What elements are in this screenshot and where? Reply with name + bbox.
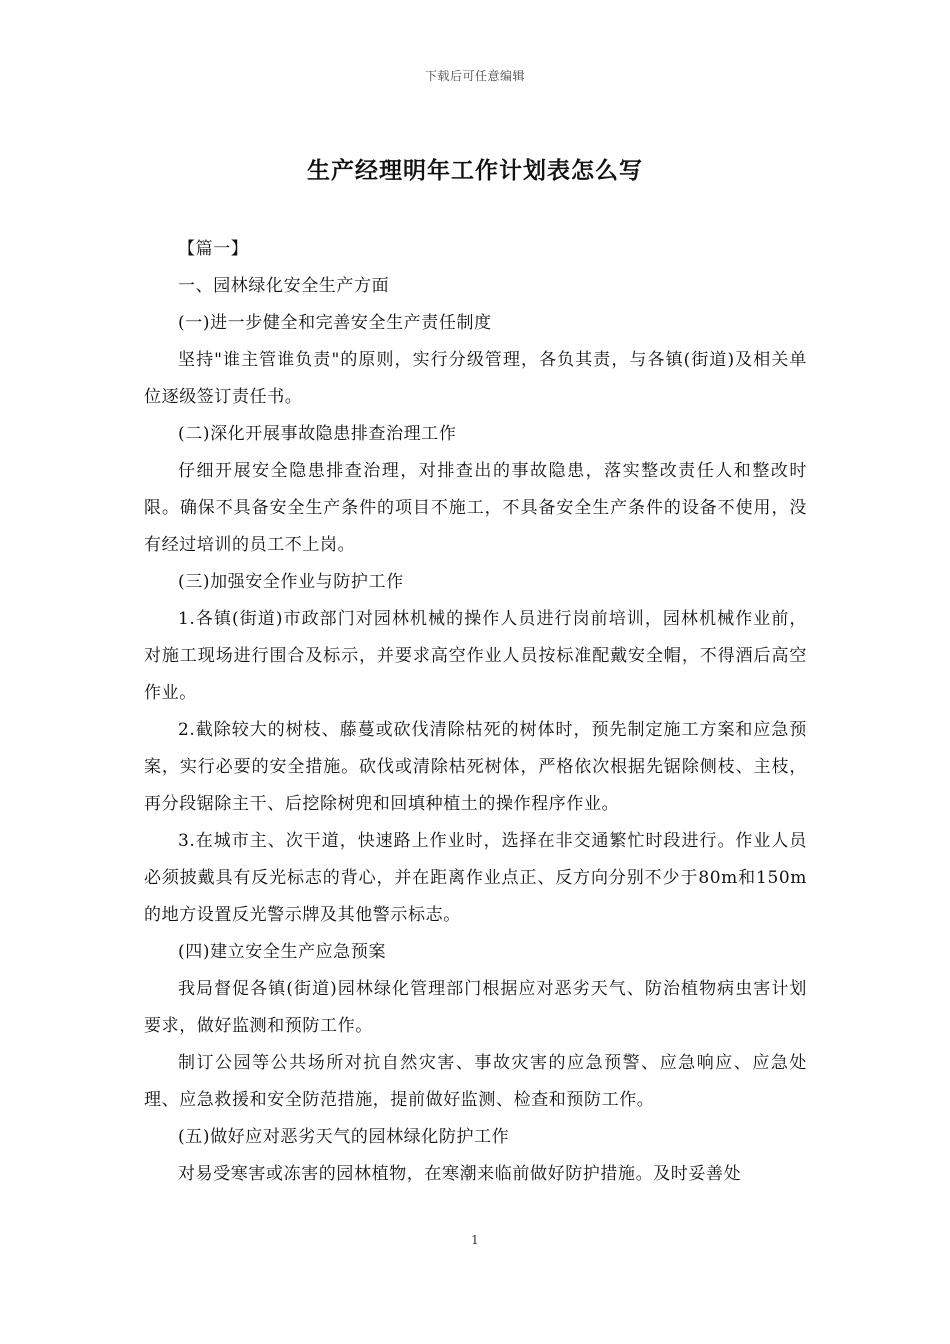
heading-level-2: (四)建立安全生产应急预案 (178, 942, 387, 962)
document-body (144, 231, 807, 1193)
page-number: 1 (471, 1233, 479, 1247)
heading-level-2: (三)加强安全作业与防护工作 (178, 572, 404, 592)
paragraph: 我局督促各镇(街道)园林绿化管理部门根据应对恶劣天气、防治植物病虫害计划要求，做好监测和预防工作。 (144, 979, 807, 1036)
list-item-paragraph: 2.截除较大的树枝、藤蔓或砍伐清除枯死的树体时，预先制定施工方案和应急预案，实行必要的安全措施。砍伐或清除枯死树体，严格依次根据先锯除侧枝、主枝，再分段锯除主干、后挖除树兜和回填种植土的操作程序作业。 (144, 720, 807, 814)
heading-level-2: (一)进一步健全和完善安全生产责任制度 (178, 313, 492, 333)
list-item-paragraph: 1.各镇(街道)市政部门对园林机械的操作人员进行岗前培训，园林机械作业前，对施工现场进行围合及标示，并要求高空作业人员按标准配戴安全帽，不得酒后高空作业。 (144, 609, 807, 703)
paragraph: 制订公园等公共场所对抗自然灾害、事故灾害的应急预警、应急响应、应急处理、应急救援和安全防范措施，提前做好监测、检查和预防工作。 (144, 1053, 807, 1110)
section-heading: 【篇一】 (178, 239, 249, 259)
paragraph: 坚持"谁主管谁负责"的原则，实行分级管理，各负其责，与各镇(街道)及相关单位逐级签订责任书。 (144, 350, 807, 407)
list-item-paragraph: 3.在城市主、次干道，快速路上作业时，选择在非交通繁忙时段进行。作业人员必须披戴具有反光标志的背心，并在距离作业点正、反方向分别不少于80m和150m的地方设置反光警示牌及其他警示标志。 (144, 831, 807, 925)
paragraph: 对易受寒害或冻害的园林植物，在寒潮来临前做好防护措施。及时妥善处 (178, 1164, 742, 1184)
heading-level-1: 一、园林绿化安全生产方面 (178, 276, 390, 296)
heading-level-2: (五)做好应对恶劣天气的园林绿化防护工作 (178, 1127, 510, 1147)
paragraph: 仔细开展安全隐患排查治理，对排查出的事故隐患，落实整改责任人和整改时限。确保不具备安全生产条件的项目不施工，不具备安全生产条件的设备不使用，没有经过培训的员工不上岗。 (144, 461, 807, 555)
heading-level-2: (二)深化开展事故隐患排查治理工作 (178, 424, 457, 444)
document-title: 生产经理明年工作计划表怎么写 (307, 157, 643, 184)
header-note: 下载后可任意编辑 (424, 69, 525, 83)
